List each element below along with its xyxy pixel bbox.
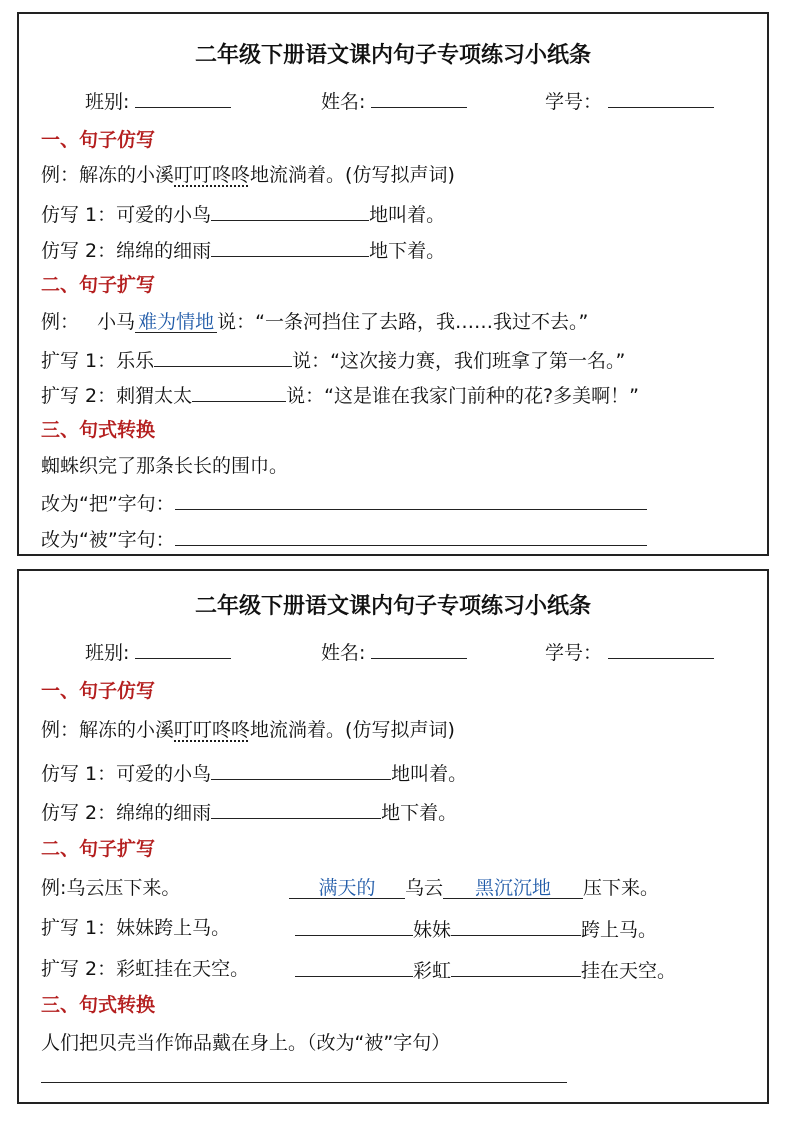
section-transform-heading: 三、句式转换 (41, 419, 156, 441)
question-subject: 妹妹 (413, 919, 452, 941)
imitation-question-2 (41, 799, 457, 825)
question-text: 仿写 1：可爱的小鸟 (41, 763, 212, 785)
question-text-end: 地叫着。 (391, 763, 468, 785)
bei-label: 改为“被”字句： (41, 529, 175, 551)
ba-label: 改为“把”字句： (41, 493, 175, 515)
class-label: 班别: (85, 642, 130, 664)
worksheet-title: 二年级下册语文课内句子专项练习小纸条 (194, 43, 591, 68)
imitation-question-1 (41, 201, 445, 227)
question-text: 仿写 1：可爱的小鸟 (41, 204, 212, 226)
example-answer-2: 黑沉沉地 (443, 876, 583, 899)
name-blank[interactable] (371, 88, 467, 108)
example-label: 例： (41, 311, 80, 333)
answer-blank[interactable] (211, 799, 381, 819)
expansion-question-1 (41, 347, 625, 373)
bei-answer-blank[interactable] (175, 526, 647, 546)
question-text: 仿写 2：绵绵的细雨 (41, 802, 212, 824)
question-predicate: 跨上马。 (581, 919, 658, 941)
example-answer-1: 满天的 (289, 876, 405, 899)
bei-answer-blank[interactable] (41, 1063, 567, 1083)
example-text: 例：解冻的小溪 (41, 164, 175, 186)
name-field (321, 639, 467, 665)
ba-answer-blank[interactable] (175, 490, 647, 510)
worksheet-card-2 (17, 569, 769, 1104)
section-imitation-heading: 一、句子仿写 (41, 129, 156, 151)
name-blank[interactable] (371, 639, 467, 659)
section-transform-heading: 三、句式转换 (41, 994, 156, 1016)
class-label: 班别: (85, 91, 130, 113)
question-text-end: 地叫着。 (369, 204, 446, 226)
expansion-example (41, 310, 588, 334)
transform-sentence: 蜘蛛织完了那条长长的围巾。 (41, 455, 289, 477)
student-id-blank[interactable] (608, 639, 714, 659)
name-label: 姓名: (321, 91, 366, 113)
example-text: 小马 (97, 311, 136, 333)
question-text-end: 地下着。 (369, 240, 446, 262)
imitation-example (41, 718, 455, 742)
question-text: 扩写 2：刺猬太太 (41, 385, 193, 407)
class-blank[interactable] (135, 88, 231, 108)
answer-blank[interactable] (451, 957, 581, 977)
onomatopoeia-marked: 叮叮咚咚 (174, 719, 251, 741)
student-id-field (545, 639, 714, 665)
example-text-end: 说：“一条河挡住了去路，我……我过不去。” (217, 311, 589, 333)
worksheet-title: 二年级下册语文课内句子专项练习小纸条 (194, 594, 591, 619)
question-predicate: 挂在天空。 (581, 960, 677, 982)
student-id-label: 学号： (545, 91, 603, 113)
section-expansion-heading: 二、句子扩写 (41, 274, 156, 296)
question-text-end: 说：“这是谁在我家门前种的花?多美啊！” (286, 385, 639, 407)
worksheet-card-1 (17, 12, 769, 556)
student-id-field (545, 88, 714, 114)
question-text: 扩写 1：乐乐 (41, 350, 155, 372)
answer-blank[interactable] (295, 916, 413, 936)
imitation-question-1 (41, 760, 467, 786)
student-id-blank[interactable] (608, 88, 714, 108)
question-text: 仿写 2：绵绵的细雨 (41, 240, 212, 262)
answer-blank[interactable] (192, 382, 286, 402)
student-id-label: 学号： (545, 642, 603, 664)
example-answer: 难为情地 (135, 310, 217, 333)
example-text-end: 地流淌着。(仿写拟声词) (250, 719, 455, 741)
expansion-question-2 (41, 382, 639, 408)
imitation-question-2 (41, 237, 445, 263)
expansion-question-1-answer (295, 916, 657, 942)
question-text-end: 地下着。 (381, 802, 458, 824)
bei-sentence-question (41, 1063, 567, 1089)
class-field (85, 88, 231, 114)
transform-sentence: 人们把贝壳当作饰品戴在身上。（改为“被”字句） (41, 1032, 451, 1054)
section-expansion-heading: 二、句子扩写 (41, 838, 156, 860)
name-label: 姓名: (321, 642, 366, 664)
section-imitation-heading: 一、句子仿写 (41, 680, 156, 702)
expansion-question-2-source: 扩写 2：彩虹挂在天空。 (41, 958, 250, 980)
answer-blank[interactable] (451, 916, 581, 936)
answer-blank[interactable] (295, 957, 413, 977)
onomatopoeia-marked: 叮叮咚咚 (174, 164, 251, 186)
example-text-end: 地流淌着。(仿写拟声词) (250, 164, 455, 186)
name-field (321, 88, 467, 114)
expansion-example-answer (289, 876, 659, 900)
expansion-question-1-source: 扩写 1：妹妹跨上马。 (41, 917, 231, 939)
answer-blank[interactable] (211, 201, 369, 221)
class-field (85, 639, 231, 665)
bei-sentence-question (41, 526, 647, 552)
class-blank[interactable] (135, 639, 231, 659)
example-predicate: 压下来。 (583, 877, 660, 899)
expansion-example-source: 例:乌云压下来。 (41, 877, 181, 899)
question-subject: 彩虹 (413, 960, 452, 982)
question-text-end: 说：“这次接力赛，我们班拿了第一名。” (292, 350, 626, 372)
ba-sentence-question (41, 490, 647, 516)
example-text: 例：解冻的小溪 (41, 719, 175, 741)
answer-blank[interactable] (211, 237, 369, 257)
answer-blank[interactable] (211, 760, 391, 780)
imitation-example (41, 163, 455, 187)
example-subject: 乌云 (405, 877, 444, 899)
answer-blank[interactable] (154, 347, 292, 367)
expansion-question-2-answer (295, 957, 676, 983)
